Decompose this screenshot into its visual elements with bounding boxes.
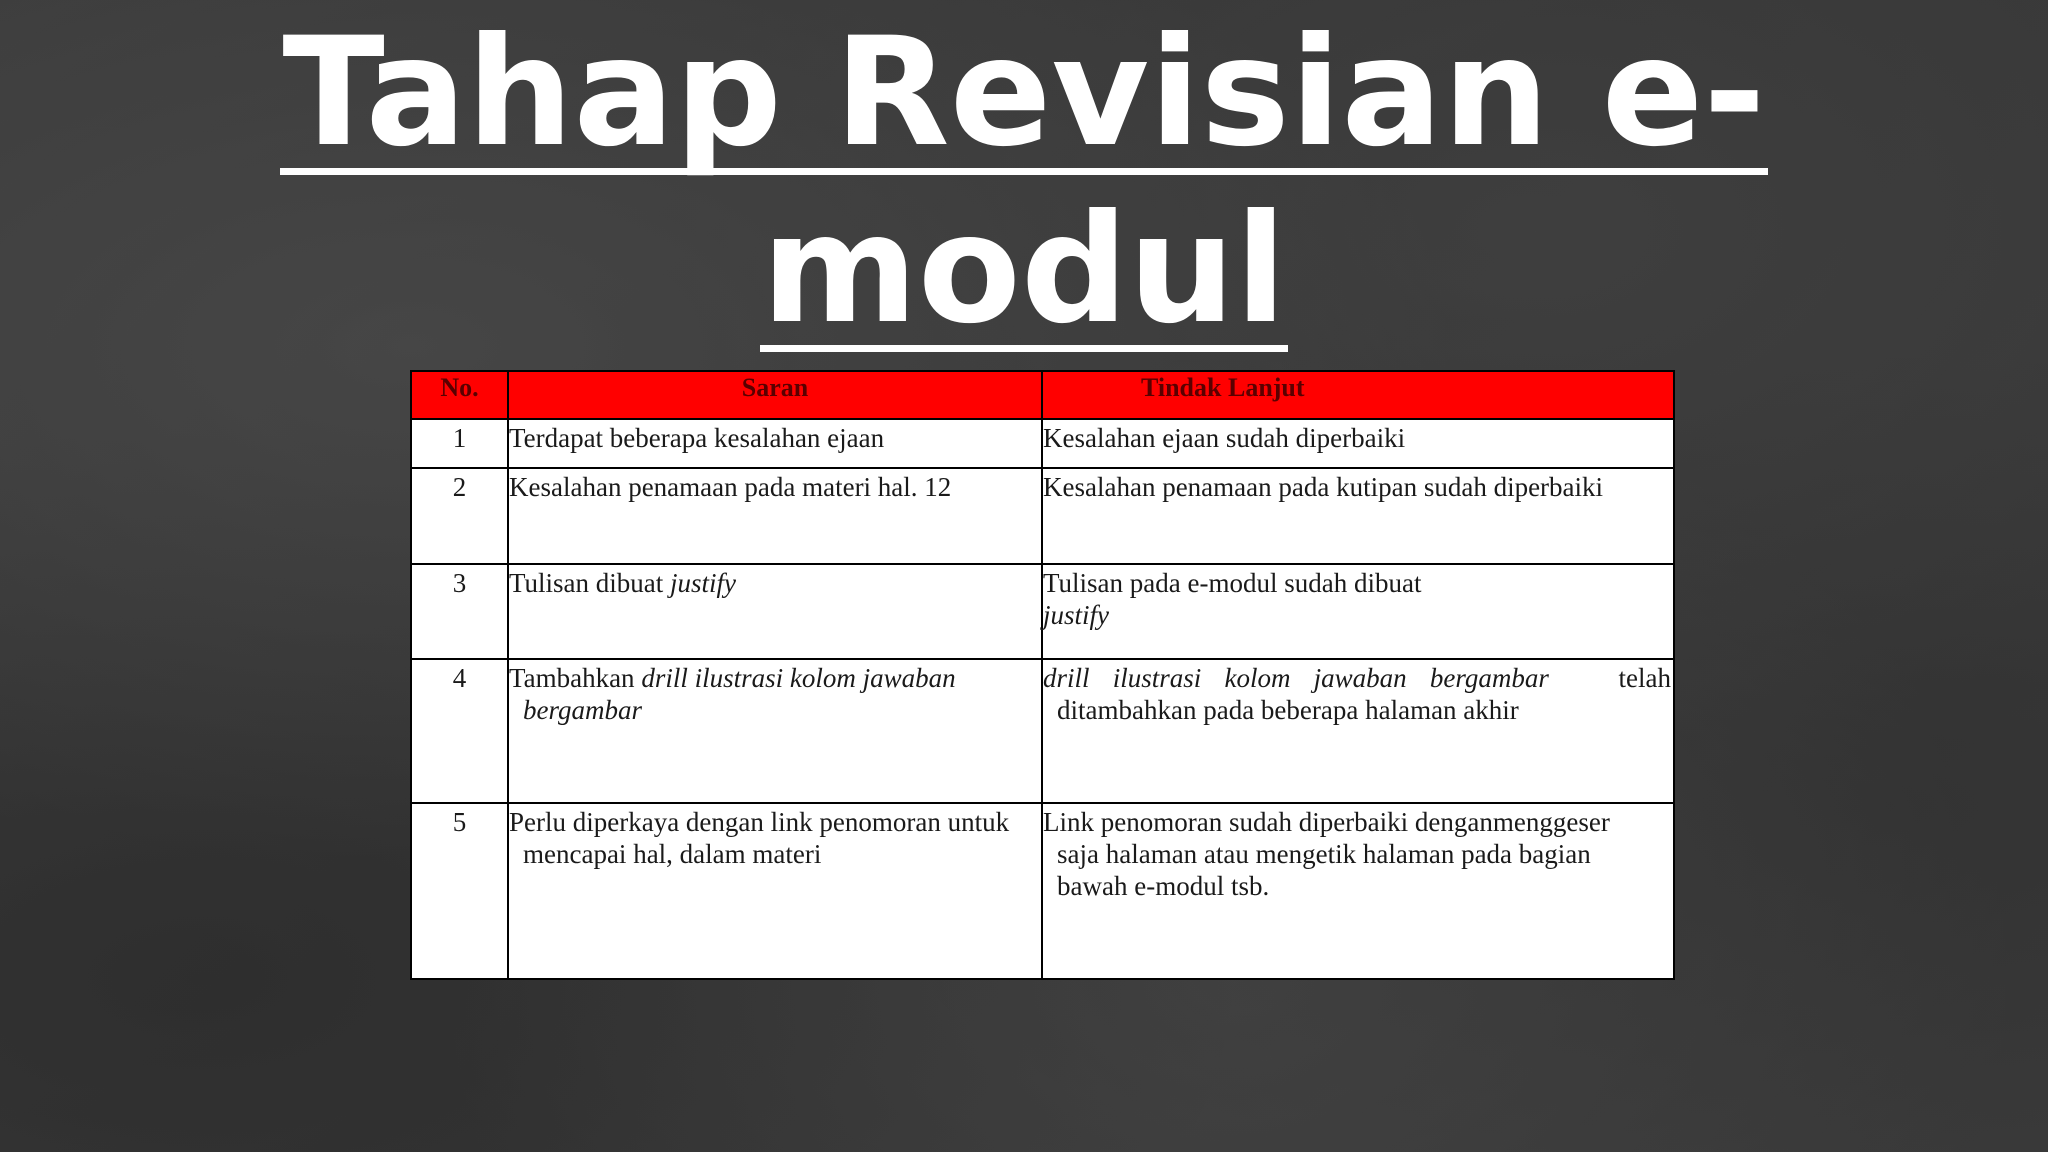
- header-tindak-lanjut-label: Tindak Lanjut: [1141, 373, 1305, 402]
- saran-cell: [508, 468, 1042, 564]
- saran-text: Terdapat beberapa kesalahan ejaan: [509, 423, 885, 453]
- saran-cell: [508, 659, 1042, 803]
- row-number: [411, 419, 508, 468]
- tindak-lanjut-cell: [1042, 468, 1674, 564]
- slide-title-line-1: Tahap Revisian e-: [282, 6, 1766, 180]
- tindak-lanjut-text-suffix: telah: [1618, 663, 1672, 693]
- tindak-lanjut-cell: [1042, 803, 1674, 979]
- row-number-text: 5: [452, 807, 467, 837]
- saran-text: Kesalahan penamaan pada materi hal. 12: [509, 472, 952, 502]
- row-number-text: 2: [452, 472, 467, 502]
- saran-text: [509, 565, 1041, 599]
- header-tindak-lanjut: [1042, 371, 1674, 419]
- table-header-row: [411, 371, 1674, 419]
- saran-text-italic-1: drill ilustrasi kolom jawaban: [641, 663, 956, 693]
- table-row: [411, 468, 1674, 564]
- saran-text-line-1: [509, 660, 1041, 694]
- row-number-text: 3: [452, 568, 467, 598]
- tindak-lanjut-text-line-1: [1043, 660, 1673, 694]
- saran-text-prefix: Tambahkan: [509, 663, 642, 693]
- tindak-lanjut-cell: [1042, 419, 1674, 468]
- slide-title-line-2: modul: [761, 183, 1287, 357]
- tindak-lanjut-text-italic: drill ilustrasi kolom jawaban bergambar: [1043, 663, 1549, 693]
- saran-text-line-2: mencapai hal, dalam materi: [523, 839, 822, 869]
- tindak-lanjut-text-line-1: Link penomoran sudah diperbaiki denganmenggeser: [1043, 807, 1610, 837]
- saran-cell: [508, 419, 1042, 468]
- saran-cell: [508, 564, 1042, 659]
- row-number: [411, 803, 508, 979]
- saran-text-prefix: Tulisan dibuat: [509, 568, 671, 598]
- saran-cell: [508, 803, 1042, 979]
- row-number-text: 4: [452, 663, 467, 693]
- header-saran: Saran: [508, 371, 1042, 419]
- tindak-lanjut-text-line-3: bawah e-modul tsb.: [1057, 871, 1270, 901]
- saran-text-italic-2: bergambar: [523, 695, 642, 725]
- tindak-lanjut-text-line-1: Tulisan pada e-modul sudah dibuat: [1043, 568, 1422, 598]
- tindak-lanjut-text-line-2: saja halaman atau mengetik halaman pada bagian: [1057, 839, 1591, 869]
- table-row: [411, 564, 1674, 659]
- table-row: [411, 803, 1674, 979]
- tindak-lanjut-cell: [1042, 659, 1674, 803]
- tindak-lanjut-text-line-2: ditambahkan pada beberapa halaman akhir: [1057, 695, 1519, 725]
- tindak-lanjut-cell: [1042, 564, 1674, 659]
- table-row: [411, 659, 1674, 803]
- saran-text-line-1: Perlu diperkaya dengan link penomoran untuk: [509, 807, 1010, 837]
- table-row: [411, 419, 1674, 468]
- saran-text-italic: justify: [670, 568, 737, 598]
- tindak-lanjut-text: Kesalahan ejaan sudah diperbaiki: [1043, 423, 1406, 453]
- row-number: [411, 659, 508, 803]
- slide-title: [0, 8, 2048, 355]
- tindak-lanjut-text-italic: justify: [1043, 600, 1109, 630]
- row-number: [411, 564, 508, 659]
- row-number-text: 1: [452, 423, 467, 453]
- tindak-lanjut-text: Kesalahan penamaan pada kutipan sudah diperbaiki: [1043, 472, 1604, 502]
- row-number: [411, 468, 508, 564]
- header-no: No.: [411, 371, 508, 419]
- revision-table: [410, 370, 1675, 980]
